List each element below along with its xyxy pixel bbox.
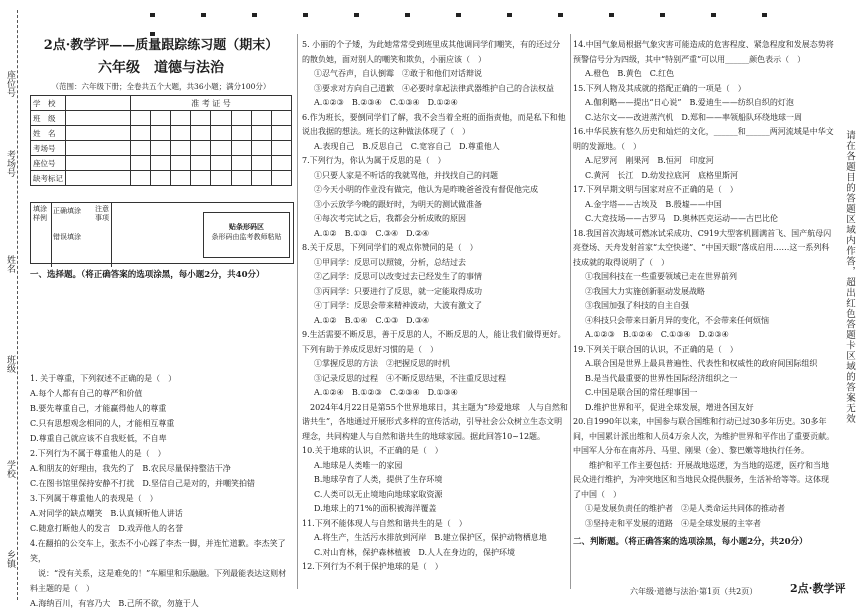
q-line: 6.作为班长，要倒同学们了解，我不会当着全班的面指责他，而是私下和他说出我据的想法。班长的这种做法体现了（ ） xyxy=(302,112,566,136)
q-line: 11.下列不能体现人与自然和谐共生的是（ ） xyxy=(302,518,467,528)
absent-mark-label: 缺考标记 xyxy=(31,171,66,186)
q-line: ②今天小明的作业没有做完，他认为是昨晚爸爸没有督促他完成 xyxy=(314,185,538,194)
q-line: A.尼罗河 刚果河 B.恒河 印度河 xyxy=(585,156,714,165)
q-line: 9.生活需要不断反思，善于反思的人，不断反思的人，能让我们做得更好。下列有助于养成反思好习惯的是（ ） xyxy=(302,330,566,354)
q-line: C.随意打断他人的发言 D.戏弄他人的名誉 xyxy=(30,524,184,533)
name-label: 姓名 xyxy=(5,255,15,273)
q-line: A.金字塔——古埃及 B.殷墟——中国 xyxy=(585,199,722,209)
barcode-note: 条形码由监考教师粘贴 xyxy=(211,233,282,241)
q-line: 2024年4月22日是第55个世界地球日，其主题为“珍爱地球 人与自然和谐共生”，各地通过开展形式多样的宣传活动，引导社会公众树立生态文明理念，共同构建人与自然和谐共生的地球家园。据此回答10~12题。 xyxy=(302,402,568,441)
q-line: ①是发展负责任的维护者 ②是人类命运共同体的推动者 xyxy=(585,504,785,513)
q-line: 14.中国气象局根据气象灾害可能造成的危害程度、紧急程度和发展态势将预警信号分为四级，其中“特别严重”可以用______颜色表示（ ） xyxy=(573,40,834,64)
q-line: ①忍气吞声，自认倒霉 ②敢于和他们对话辩说 xyxy=(314,69,482,78)
q-line: 4.在翻拍的公交车上，张杰不小心踩了李杰一脚，并连忙道歉。李杰笑了笑， xyxy=(30,539,286,563)
q-line: A.①② B.①④ C.①③ D.③④ xyxy=(314,315,430,325)
binding-margin xyxy=(0,0,27,607)
fill-sample-title: 填涂样例 xyxy=(31,203,52,267)
q-line: ②我国大力实施创新驱动发展战略 xyxy=(585,286,705,296)
q-line: ①甲同学：反思可以照镜，分析，总结过去 xyxy=(314,257,466,267)
q-line: 17.下列早期文明与国家对应不正确的是（ ） xyxy=(573,185,738,194)
q-line: 16.中华民族有悠久历史和灿烂的文化，______和______两河流域是中华文明的发源地。（ ） xyxy=(573,127,834,151)
q-line: C.中国是联合国的常任理事国一 xyxy=(585,388,698,397)
q-line: A.对同学的缺点嘲笑 B.认真倾听他人讲话 xyxy=(30,509,183,518)
name-field-label: 姓 名 xyxy=(31,126,66,141)
mc-section xyxy=(30,268,292,611)
cut-line xyxy=(17,10,18,600)
q-line: ③要求对方向自己道歉 ④必要时拿起法律武器维护自己的合法权益 xyxy=(314,83,554,93)
column-left xyxy=(30,38,292,186)
school-field[interactable] xyxy=(66,96,131,111)
school-field-label: 学 校 xyxy=(31,96,66,111)
brand-logo: 2点·教学评 xyxy=(790,582,846,595)
q-line: D.维护世界和平，促进全球发展，增进各国友好 xyxy=(585,402,754,412)
q-line: C.在图书馆里保持安静不打扰 D.坚信自己是对的，并嘲笑拍错 xyxy=(30,479,256,488)
q-line: ③记录反思的过程 ④不断反思结果，不注重反思过程 xyxy=(314,373,506,383)
absent-mark-box[interactable] xyxy=(66,171,131,186)
q-line: A.①②④ B.①②③ C.②③④ D.①③④ xyxy=(314,388,458,397)
q-line: C.大竞技场——古罗马 D.奥林匹克运动——古巴比伦 xyxy=(585,214,779,223)
q-line: ③我国加强了科技的自主自强 xyxy=(585,301,689,310)
q-line: A.伽利略——提出“日心说” B.爱迪生——纺织自织的灯泡 xyxy=(585,98,794,107)
q-line: B.地球孕育了人类，提供了生存环境 xyxy=(314,475,443,484)
q-line: C.人类可以无止境地向地球家取资源 xyxy=(314,489,443,499)
q-line: 1. 关于尊重，下列叙述不正确的是（ ） xyxy=(30,374,177,383)
class-field[interactable] xyxy=(66,111,131,126)
school-label: 学校 xyxy=(5,460,15,478)
q-line: A.地球是人类唯一的家园 xyxy=(314,460,403,470)
q-line: A.橙色 B.黄色 C.红色 xyxy=(585,69,675,78)
answer-area-warning: 请在各题目的答题区域内作答，超出红色答题卡区域的答案无效 xyxy=(844,130,855,424)
column-divider xyxy=(570,34,571,589)
name-field[interactable] xyxy=(66,126,131,141)
q-line: ②乙同学：反思可以改变过去已经发生了的事情 xyxy=(314,272,482,281)
q-line: 10.关于地球的认识，不正确的是（ ） xyxy=(302,446,443,455)
section-1-title: 一、选择题。（将正确答案的选项涂黑，每小题2分，共40分） xyxy=(30,270,265,280)
page-footer: 六年级·道德与法治·第1页（共2页） xyxy=(630,587,758,596)
class-field-label: 班 级 xyxy=(31,111,66,126)
q-line: B.是当代最重要的世界性国际经济组织之一 xyxy=(585,373,738,383)
q-line: C.只有思想观念相同的人，才能相互尊重 xyxy=(30,419,175,428)
seat-field[interactable] xyxy=(66,156,131,171)
q-line: C.达尔文——改进蒸汽机 D.郑和——率领船队环绕地球一周 xyxy=(585,112,803,122)
room-field[interactable] xyxy=(66,141,131,156)
q-line: 说：“没有关系，这是难免的！”车厢里和乐融融。下列最能表达这则材料主题的是（ ） xyxy=(30,569,287,593)
class-label: 班级 xyxy=(5,355,15,373)
q-line: 19.下列关于联合国的认识，不正确的是（ ） xyxy=(573,344,738,354)
column-right xyxy=(573,38,835,552)
questions-1-4 xyxy=(30,371,292,611)
answer-bubble-grid[interactable] xyxy=(30,283,292,371)
q-line: A.①② B.①③ C.③④ D.②④ xyxy=(314,228,430,238)
seat-field-label: 座位号 xyxy=(31,156,66,171)
q-line: ①我国科技在一些重要领域已走在世界前列 xyxy=(585,272,737,281)
q-line: A.联合国是世界上最具普遍性、代表性和权威性的政府间国际组织 xyxy=(585,359,818,368)
column-middle xyxy=(302,38,568,575)
q-line: B.要先尊重自己，才能赢得他人的尊重 xyxy=(30,404,167,413)
exam-scope: （范围：六年级下册；全卷共五个大题，共36小题；满分100分） xyxy=(51,82,271,91)
q-line: A.每个人都有自己的尊严和价值 xyxy=(30,389,143,398)
q-line: ③坚持走和平发展的道路 ④是全球发展的主宰者 xyxy=(585,518,761,528)
q-line: 15.下列人物及其成就的搭配正确的一项是（ ） xyxy=(573,83,746,93)
q-line: D.地球上的71%的面积被海洋覆盖 xyxy=(314,504,437,513)
q-line: ④科技只会带来日新月异的变化，不会带来任何烦恼 xyxy=(585,315,769,325)
q-line: ④丁同学：反思会带来精神波动，大波有激文了 xyxy=(314,301,482,310)
q-line: A.①②③ B.①②④ C.①③④ D.②③④ xyxy=(585,330,729,339)
q-line: 5. 小丽的个子矮，为此她常常受到班里成其他调同学们嘲笑，有的还过分的散负她，面对别人的嘲笑和欺负，小丽应该（ ） xyxy=(302,40,561,64)
q-line: 18.我国首次海域可燃冰试采成功、C919大型客机圆满首飞、国产航母闪亮登场、天舟发射首家“太空快递”、“中国天眼”落成启用……这一系列科技成就的取得说明了（ ） xyxy=(573,228,832,267)
town-label: 乡镇 xyxy=(5,550,15,568)
wrong-fill-label: 错误填涂 xyxy=(53,233,81,241)
q-line: 20.自1990年以来，中国参与联合国维和行动已过30多年历史。30多年间，中国累计派出维和人员4万余人次，为维护世界和平作出了重要贡献。中国军人分布在南苏丹、马里、刚果（金）、黎巴嫩等地执行任务。 xyxy=(573,417,835,455)
student-info-table xyxy=(30,95,292,186)
q-line: ①只要人家是不听话的我就骂他，并找找自己的问题 xyxy=(314,170,498,180)
q-line: 2.下列行为不属于尊重他人的是（ ） xyxy=(30,449,166,458)
q-line: A.和朋友的好理由，我先约了 B.农民尽量保持整洁干净 xyxy=(30,464,231,473)
room-field-label: 考场号 xyxy=(31,141,66,156)
exam-subtitle: 六年级 道德与法治 xyxy=(98,60,224,76)
q-line: ③小云放学今晚的跟好时，为明天的测试做准备 xyxy=(314,199,482,209)
barcode-area xyxy=(203,212,290,258)
q-line: A.表现自己 B.反思自己 C.宽容自己 D.尊重他人 xyxy=(314,141,500,151)
section-2-title: 二、判断题。（将正确答案的选项涂黑，每小题2分，共20分） xyxy=(573,537,808,547)
q-line: C.黄河 长江 D.幼发拉底河 底格里斯河 xyxy=(585,170,739,180)
admission-number-label: 准 考 证 号 xyxy=(131,96,292,111)
seat-label: 座位号 xyxy=(5,70,15,97)
barcode-title: 贴条形码区 xyxy=(229,222,264,231)
correct-fill-label: 正确填涂 xyxy=(53,207,81,215)
q-line: A.①②③ B.②③④ C.①③④ D.①②④ xyxy=(314,98,458,107)
q-line: 12.下列行为不利于保护地球的是（ ） xyxy=(302,562,443,571)
q-line: ④每次考完试之后，我都会分析成败的原因 xyxy=(314,214,466,223)
room-label: 考场号 xyxy=(5,150,15,177)
q-line: A.海纳百川，有容乃大 B.己所不欲，勿施于人 xyxy=(30,599,199,608)
q-line: D.尊重自己就应该不自我贬低，不自卑 xyxy=(30,434,167,443)
q-line: C.对山育林，保护森林植被 D.人人在身边的，保护环境 xyxy=(314,547,516,557)
alignment-marks xyxy=(150,2,850,6)
q-line: A.将生产，生活污水排放到河岸 B.建立保护区，保护动物栖息地 xyxy=(314,533,547,542)
q-line: ③丙同学：只要进行了反思，就一定能取得成功 xyxy=(314,286,482,296)
column-divider xyxy=(297,34,298,589)
notice-title: 注意事项 xyxy=(93,203,112,267)
q-line: 3.下列属于尊重他人的表现是（ ） xyxy=(30,494,158,503)
exam-title: 2点·教学评——质量跟踪练习题（期末） xyxy=(43,38,279,53)
q-line: 8.关于反思，下列同学们的观点你赞同的是（ ） xyxy=(302,243,478,252)
q-line: 维护和平工作主要包括：开展战地巡逻，为当地的巡逻，医疗和当地民众进行维护，为冲突地区和当地民众提供服务，生活补给等等。这体现了中国（ ） xyxy=(573,460,829,499)
q-line: 7.下列行为，你认为属于反思的是（ ） xyxy=(302,156,446,165)
q-line: ①掌握反思的方法 ②把握反思的时机 xyxy=(314,359,450,368)
